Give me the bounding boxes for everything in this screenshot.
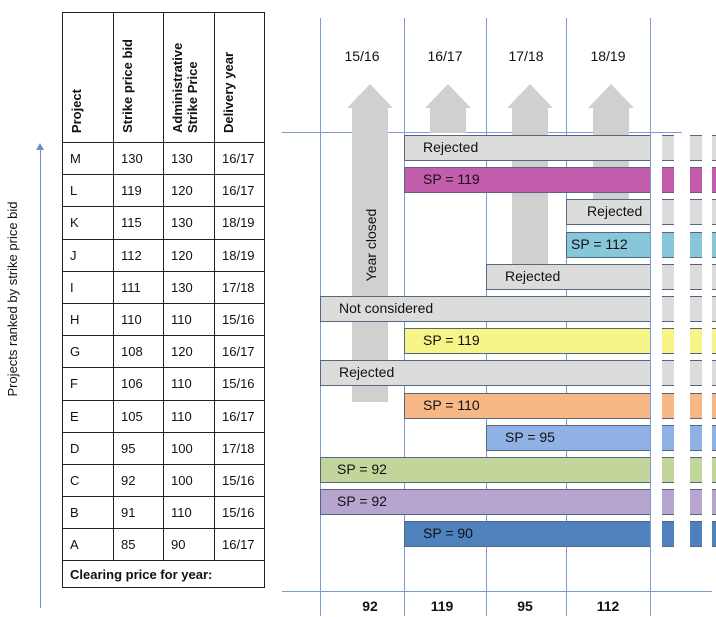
bar-continuation bbox=[662, 489, 674, 515]
year-header: 18/19 bbox=[590, 48, 626, 64]
cell-year: 16/17 bbox=[215, 336, 265, 368]
cell-asp: 120 bbox=[164, 336, 215, 368]
year-header: 16/17 bbox=[427, 48, 463, 64]
bar-continuation bbox=[712, 489, 716, 515]
bar-continuation bbox=[690, 135, 702, 161]
cell-year: 15/16 bbox=[215, 303, 265, 335]
bar-continuation bbox=[662, 135, 674, 161]
cell-project: H bbox=[63, 303, 114, 335]
cell-project: F bbox=[63, 368, 114, 400]
cell-bid: 110 bbox=[114, 303, 164, 335]
cell-project: M bbox=[63, 143, 114, 175]
bar-continuation bbox=[690, 328, 702, 354]
cell-bid: 108 bbox=[114, 336, 164, 368]
bar-continuation bbox=[712, 425, 716, 451]
bar-continuation bbox=[712, 232, 716, 258]
year-header: 17/18 bbox=[508, 48, 544, 64]
bar-h: Not considered bbox=[320, 296, 650, 322]
cell-asp: 130 bbox=[164, 271, 215, 303]
cell-bid: 115 bbox=[114, 207, 164, 239]
bar-continuation bbox=[690, 232, 702, 258]
bar-continuation bbox=[662, 457, 674, 483]
cell-year: 16/17 bbox=[215, 529, 265, 561]
col-header-project: Project bbox=[63, 13, 114, 143]
bar-k: Rejected bbox=[566, 199, 650, 225]
bar-continuation bbox=[662, 232, 674, 258]
year-header: 15/16 bbox=[344, 48, 380, 64]
bar-d: SP = 95 bbox=[486, 425, 650, 451]
bar-continuation bbox=[662, 296, 674, 322]
bar-continuation bbox=[690, 199, 702, 225]
bar-continuation bbox=[690, 521, 702, 547]
clearing-price: 95 bbox=[517, 598, 533, 614]
cell-asp: 130 bbox=[164, 143, 215, 175]
bar-a: SP = 90 bbox=[404, 521, 650, 547]
bar-continuation bbox=[662, 393, 674, 419]
cell-project: K bbox=[63, 207, 114, 239]
bar-continuation bbox=[712, 457, 716, 483]
cell-project: J bbox=[63, 239, 114, 271]
year-arrow-icon bbox=[425, 84, 471, 133]
cell-year: 16/17 bbox=[215, 175, 265, 207]
cell-project: I bbox=[63, 271, 114, 303]
cell-asp: 110 bbox=[164, 368, 215, 400]
bar-b: SP = 92 bbox=[320, 489, 650, 515]
cell-asp: 120 bbox=[164, 175, 215, 207]
col-header-admin-strike-price: Administrative Strike Price bbox=[164, 13, 215, 143]
bar-continuation bbox=[712, 264, 716, 290]
cell-bid: 95 bbox=[114, 432, 164, 464]
cell-bid: 85 bbox=[114, 529, 164, 561]
cell-bid: 111 bbox=[114, 271, 164, 303]
bar-continuation bbox=[712, 199, 716, 225]
bar-continuation bbox=[690, 167, 702, 193]
cell-year: 15/16 bbox=[215, 497, 265, 529]
cell-project: E bbox=[63, 400, 114, 432]
bar-continuation bbox=[662, 521, 674, 547]
cell-bid: 92 bbox=[114, 464, 164, 496]
bar-continuation bbox=[690, 264, 702, 290]
cell-project: G bbox=[63, 336, 114, 368]
cell-asp: 110 bbox=[164, 400, 215, 432]
cell-year: 17/18 bbox=[215, 271, 265, 303]
cell-asp: 130 bbox=[164, 207, 215, 239]
bar-g: SP = 119 bbox=[404, 328, 650, 354]
cell-project: B bbox=[63, 497, 114, 529]
bar-continuation bbox=[690, 360, 702, 386]
cell-asp: 110 bbox=[164, 303, 215, 335]
bar-continuation bbox=[712, 296, 716, 322]
cell-year: 15/16 bbox=[215, 368, 265, 400]
cell-bid: 105 bbox=[114, 400, 164, 432]
cell-year: 18/19 bbox=[215, 207, 265, 239]
cell-bid: 130 bbox=[114, 143, 164, 175]
bar-continuation bbox=[712, 521, 716, 547]
bar-continuation bbox=[690, 457, 702, 483]
cell-project: D bbox=[63, 432, 114, 464]
bar-j: SP = 112 bbox=[566, 232, 650, 258]
year-closed-label-wrap bbox=[357, 190, 385, 300]
clearing-price: 92 bbox=[362, 598, 378, 614]
col-header-delivery-year: Delivery year bbox=[215, 13, 265, 143]
bar-continuation bbox=[662, 264, 674, 290]
cell-project: C bbox=[63, 464, 114, 496]
bar-continuation bbox=[712, 135, 716, 161]
bar-continuation bbox=[712, 167, 716, 193]
bar-continuation bbox=[662, 167, 674, 193]
cell-year: 16/17 bbox=[215, 400, 265, 432]
col-header-strike-price-bid: Strike price bid bbox=[114, 13, 164, 143]
bar-continuation bbox=[712, 360, 716, 386]
bar-continuation bbox=[690, 296, 702, 322]
cell-asp: 90 bbox=[164, 529, 215, 561]
bar-continuation bbox=[690, 393, 702, 419]
cell-bid: 112 bbox=[114, 239, 164, 271]
year-closed-label: Year closed bbox=[363, 208, 379, 282]
bar-continuation bbox=[690, 489, 702, 515]
cell-bid: 119 bbox=[114, 175, 164, 207]
bar-c: SP = 92 bbox=[320, 457, 650, 483]
bar-continuation bbox=[662, 425, 674, 451]
cell-project: A bbox=[63, 529, 114, 561]
bar-m: Rejected bbox=[404, 135, 650, 161]
bar-f: Rejected bbox=[320, 360, 650, 386]
cell-asp: 100 bbox=[164, 464, 215, 496]
y-axis-label: Projects ranked by strike price bid bbox=[5, 201, 20, 397]
cell-year: 15/16 bbox=[215, 464, 265, 496]
bar-continuation bbox=[690, 425, 702, 451]
cell-bid: 106 bbox=[114, 368, 164, 400]
cell-year: 17/18 bbox=[215, 432, 265, 464]
clearing-price-label: Clearing price for year: bbox=[63, 561, 265, 588]
cell-year: 16/17 bbox=[215, 143, 265, 175]
bar-continuation bbox=[712, 328, 716, 354]
cell-asp: 110 bbox=[164, 497, 215, 529]
cell-bid: 91 bbox=[114, 497, 164, 529]
cell-asp: 120 bbox=[164, 239, 215, 271]
cell-project: L bbox=[63, 175, 114, 207]
bar-i: Rejected bbox=[486, 264, 650, 290]
clearing-price: 119 bbox=[430, 598, 454, 614]
bar-continuation bbox=[662, 199, 674, 225]
bar-continuation bbox=[662, 360, 674, 386]
bar-l: SP = 119 bbox=[404, 167, 650, 193]
bar-e: SP = 110 bbox=[404, 393, 650, 419]
bar-continuation bbox=[662, 328, 674, 354]
cell-year: 18/19 bbox=[215, 239, 265, 271]
bar-continuation bbox=[712, 393, 716, 419]
cell-asp: 100 bbox=[164, 432, 215, 464]
clearing-price: 112 bbox=[596, 598, 620, 614]
